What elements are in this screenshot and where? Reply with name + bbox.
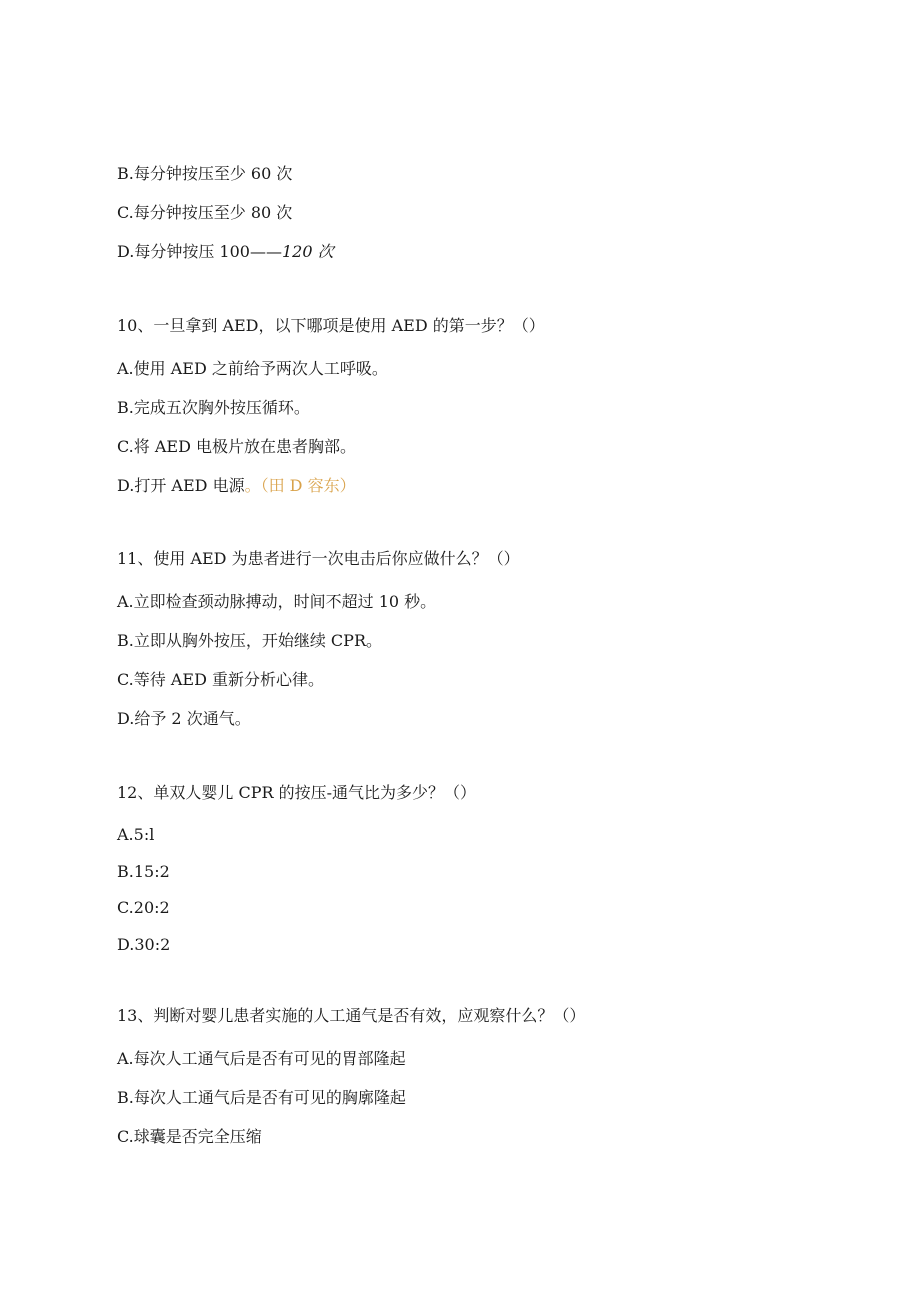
q11-option-b: B.立即从胸外按压，开始继续 CPR。 bbox=[117, 631, 382, 650]
q10-option-d bbox=[117, 476, 356, 496]
q12-option-d: D.30:2 bbox=[117, 935, 171, 954]
q10-option-b: B.完成五次胸外按压循环。 bbox=[117, 398, 310, 417]
q11-option-c: C.等待 AED 重新分析心律。 bbox=[117, 670, 324, 689]
q10-option-a: A.使用 AED 之前给予两次人工呼吸。 bbox=[117, 359, 388, 378]
q9-option-c: C.每分钟按压至少 80 次 bbox=[117, 203, 293, 222]
q12-option-b: B.15:2 bbox=[117, 862, 170, 881]
q12-option-c: C.20:2 bbox=[117, 898, 170, 917]
q11-option-a: A.立即检查颈动脉搏动，时间不超过 10 秒。 bbox=[117, 592, 437, 611]
q10-question: 10、一旦拿到 AED，以下哪项是使用 AED 的第一步？（） bbox=[117, 316, 545, 335]
q11-option-d: D.给予 2 次通气。 bbox=[117, 709, 251, 728]
q13-option-c: C.球囊是否完全压缩 bbox=[117, 1127, 262, 1146]
q13-question: 13、判断对婴儿患者实施的人工通气是否有效，应观察什么？（） bbox=[117, 1006, 586, 1025]
q12-question: 12、单双人婴儿 CPR 的按压-通气比为多少？（） bbox=[117, 783, 476, 802]
q12-option-a: A.5:l bbox=[117, 825, 155, 844]
q9-option-d-prefix: D.每分钟按压 100—— bbox=[117, 242, 282, 261]
q11-question: 11、使用 AED 为患者进行一次电击后你应做什么？（） bbox=[117, 549, 520, 568]
q9-option-d bbox=[117, 242, 334, 262]
q13-option-b: B.每次人工通气后是否有可见的胸廓隆起 bbox=[117, 1088, 406, 1107]
q10-option-c: C.将 AED 电极片放在患者胸部。 bbox=[117, 437, 356, 456]
q13-option-a: A.每次人工通气后是否有可见的胃部隆起 bbox=[117, 1049, 406, 1068]
q10-option-d-annotation: 。（田 D 容东） bbox=[244, 476, 356, 495]
q9-option-b: B.每分钟按压至少 60 次 bbox=[117, 164, 293, 183]
q9-option-d-suffix: 120 次 bbox=[281, 242, 334, 261]
q10-option-d-text: D.打开 AED 电源 bbox=[117, 476, 245, 495]
